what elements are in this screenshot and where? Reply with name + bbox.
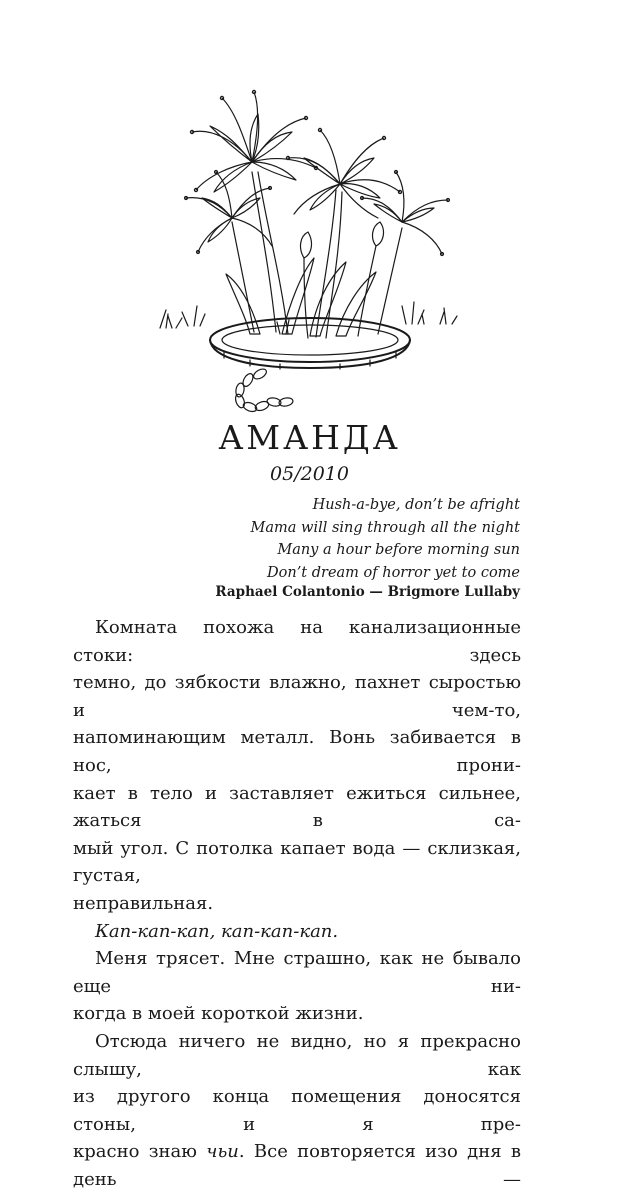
body-line: Отсюда ничего не видно, но я прекрасно слышу, как [73,1030,521,1080]
epigraph-line: Don’t dream of horror yet to come [267,564,520,581]
body-text-emphasis: чьи [206,1141,239,1163]
chapter-body [73,614,521,1193]
body-text-run: . Все повторяется изо дня в день — [73,1141,521,1190]
epigraph-line: Hush-a-bye, don’t be afright [312,497,520,513]
chapter-title: АМАНДА [218,418,401,457]
epigraph-line: Many a hour before morning sun [277,542,520,558]
body-line: напоминающим металл. Вонь забивается в нос, прони- [73,727,521,776]
body-line: мый угол. С потолка капает вода — склизкая, густая, [73,837,521,887]
lycoris-flowers-with-shackle-icon [140,62,480,414]
body-line: неправильная. [73,892,214,914]
body-line: Комната похожа на канализационные стоки: здесь [73,617,521,666]
epigraph [251,494,520,584]
body-line: когда в моей короткой жизни. [73,1003,364,1025]
epigraph-line: Mama will sing through all the night [250,519,520,536]
body-text-run: красно знаю [73,1141,207,1163]
epigraph-attribution: Raphael Colantonio — Brigmore Lullaby [215,584,520,600]
body-line: кает в тело и заставляет ежиться сильнее, жаться в са- [73,782,521,832]
body-line-italic: Кап-кап-кап, кап-кап-кап. [95,920,339,942]
body-line: Меня трясет. Мне страшно, как не бывало еще ни- [73,948,521,997]
body-line: из другого конца помещения доносятся стоны, и я пре- [73,1086,521,1135]
chapter-date: 05/2010 [270,463,349,485]
body-line [73,1138,521,1193]
body-line: темно, до зябкости влажно, пахнет сыростью и чем-то, [73,672,521,721]
